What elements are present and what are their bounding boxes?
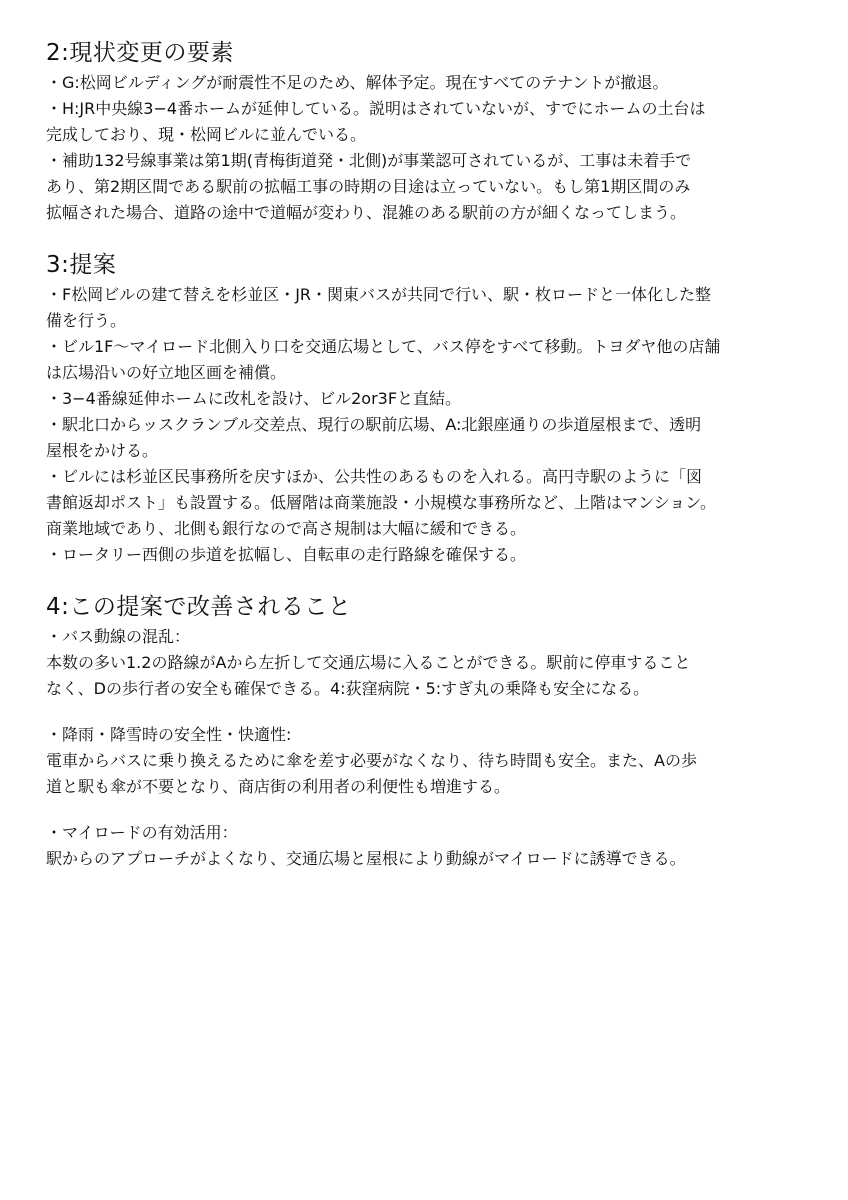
text-line: ・G:松岡ビルディングが耐震性不足のため、解体予定。現在すべてのテナントが撤退。 xyxy=(46,73,669,92)
paragraph-heading: ・マイロードの有効活用： xyxy=(46,823,238,842)
text-line: 備を行う。 xyxy=(46,311,127,330)
text-line: 完成しており、現・松岡ビルに並んでいる。 xyxy=(46,125,367,144)
section-title: 4:この提案で改善されること xyxy=(46,594,352,620)
paragraph-heading: ・バス動線の混乱： xyxy=(46,627,191,646)
text-line: なく、Dの歩行者の安全も確保できる。4:荻窪病院・5:すぎ丸の乗降も安全になる。 xyxy=(46,679,650,698)
text-line: ・3−4番線延伸ホームに改札を設け、ビル2or3Fと直結。 xyxy=(46,389,462,408)
paragraph-heading: ・降雨・降雪時の安全性・快適性: xyxy=(46,725,292,744)
text-line: 屋根をかける。 xyxy=(46,441,159,460)
spacer xyxy=(46,702,806,722)
text-line: あり、第2期区間である駅前の拡幅工事の時期の目途は立っていない。もし第1期区間のみ xyxy=(46,177,691,196)
text-line: ・補助132号線事業は第1期(青梅街道発・北側)が事業認可されているが、工事は未着手で xyxy=(46,151,692,170)
text-line: ・駅北口からッスクランブル交差点、現行の駅前広場、A:北銀座通りの歩道屋根まで、透明 xyxy=(46,415,702,434)
text-line: 道と駅も傘が不要となり、商店街の利用者の利便性も増進する。 xyxy=(46,777,511,796)
spacer xyxy=(46,800,806,820)
paragraph-weather-safety xyxy=(46,722,806,800)
text-line: ・ビル1F〜マイロード北側入り口を交通広場として、バス停をすべて移動。トヨダヤ他の店舗 xyxy=(46,337,721,356)
text-line: ・ロータリー西側の歩道を拡幅し、自転車の走行路線を確保する。 xyxy=(46,545,527,564)
text-line: 商業地域であり、北側も銀行なので高さ規制は大幅に緩和できる。 xyxy=(46,519,527,538)
section-title: 2:現状変更の要素 xyxy=(46,40,234,66)
text-line: は広場沿いの好立地区画を補償。 xyxy=(46,363,287,382)
text-line: 電車からバスに乗り換えるために傘を差す必要がなくなり、待ち時間も安全。また、Aの歩 xyxy=(46,751,697,770)
section-improvements xyxy=(46,592,806,872)
text-line: 本数の多い1.2の路線がAから左折して交通広場に入ることができる。駅前に停車すること xyxy=(46,653,691,672)
spacer xyxy=(46,568,806,592)
text-line: 拡幅された場合、道路の途中で道幅が変わり、混雑のある駅前の方が細くなってしまう。 xyxy=(46,203,687,222)
document-page xyxy=(46,38,806,872)
spacer xyxy=(46,226,806,250)
paragraph-myroad-usage xyxy=(46,820,806,872)
section-current-changes xyxy=(46,38,806,226)
paragraph-bus-routes xyxy=(46,624,806,702)
section-title: 3:提案 xyxy=(46,252,117,278)
text-line: 駅からのアプローチがよくなり、交通広場と屋根により動線がマイロードに誘導できる。 xyxy=(46,849,686,868)
text-line: ・ビルには杉並区民事務所を戻すほか、公共性のあるものを入れる。高円寺駅のように「図 xyxy=(46,467,703,486)
text-line: ・H:JR中央線3−4番ホームが延伸している。説明はされていないが、すでにホームの土台は xyxy=(46,99,706,118)
text-line: ・F松岡ビルの建て替えを杉並区・JR・関東バスが共同で行い、駅・枚ロードと一体化した整 xyxy=(46,285,712,304)
text-line: 書館返却ポスト」も設置する。低層階は商業施設・小規模な事務所など、上階はマンション。 xyxy=(46,493,717,512)
section-proposal xyxy=(46,250,806,568)
